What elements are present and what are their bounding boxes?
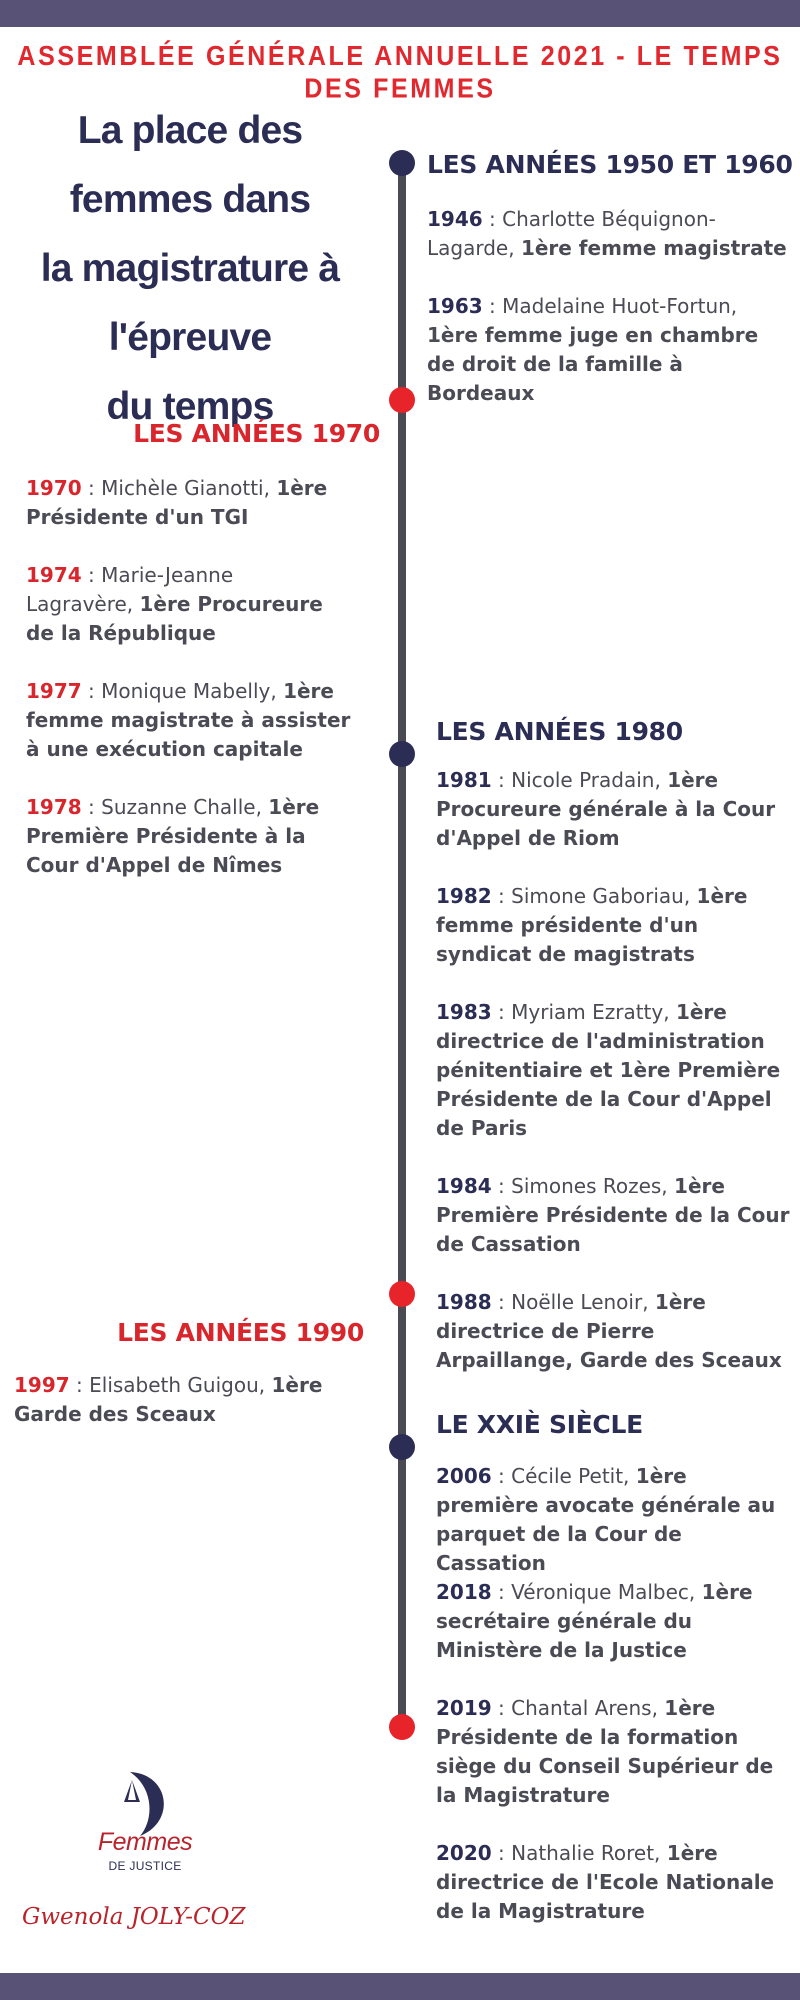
title-line: La place des femmes dans bbox=[69, 109, 311, 221]
entry-year: 1984 bbox=[436, 1174, 492, 1198]
timeline-dot-21st bbox=[389, 1434, 415, 1460]
entry-year: 1978 bbox=[26, 795, 82, 819]
timeline-dot-1980 bbox=[389, 741, 415, 767]
entry-year: 1982 bbox=[436, 884, 492, 908]
decade-heading-1970: LES ANNÉES 1970 bbox=[133, 419, 380, 448]
entry-year: 2018 bbox=[436, 1580, 492, 1604]
entry-year: 2006 bbox=[436, 1464, 492, 1488]
entry-name: : Marie-Jeanne Lagravère, bbox=[26, 563, 234, 616]
entry-year: 1974 bbox=[26, 563, 82, 587]
timeline-entry bbox=[436, 1839, 796, 1926]
entry-name: : Suzanne Challe, bbox=[81, 795, 269, 819]
timeline-entry bbox=[436, 1578, 796, 1665]
title-line: la magistrature à l'épreuve bbox=[40, 247, 340, 359]
page-title bbox=[5, 96, 375, 441]
entry-name: : Myriam Ezratty, bbox=[491, 1000, 676, 1024]
entry-year: 1988 bbox=[436, 1290, 492, 1314]
timeline-entry bbox=[436, 1172, 796, 1259]
entry-role: 1ère femme magistrate à assister à une exécution capitale bbox=[26, 679, 351, 761]
timeline-entry bbox=[436, 1694, 796, 1810]
top-band bbox=[0, 0, 800, 27]
timeline-dot-1970 bbox=[389, 387, 415, 413]
logo-crescent-icon bbox=[130, 1772, 164, 1836]
entry-role: 1ère Procureure générale à la Cour d'Appel de Riom bbox=[436, 768, 776, 850]
decade-heading-1980: LES ANNÉES 1980 bbox=[436, 717, 683, 746]
entry-role: 1ère directrice de l'administration pénitentiaire et 1ère Première Présidente de la Cour d'Appel de Paris bbox=[436, 1000, 781, 1140]
timeline-entry bbox=[26, 561, 346, 648]
entry-name: : Chantal Arens, bbox=[491, 1696, 665, 1720]
entry-name: : Madelaine Huot-Fortun, bbox=[482, 294, 738, 318]
timeline-entry bbox=[427, 205, 787, 263]
entry-name: : Noëlle Lenoir, bbox=[491, 1290, 655, 1314]
entry-name: : Charlotte Béquignon-Lagarde, bbox=[427, 207, 716, 260]
timeline-entry bbox=[436, 882, 796, 969]
entry-role: 1ère femme présidente d'un syndicat de magistrats bbox=[436, 884, 748, 966]
entry-year: 1997 bbox=[14, 1373, 70, 1397]
entry-year: 1946 bbox=[427, 207, 483, 231]
timeline-dot-1990 bbox=[389, 1281, 415, 1307]
timeline-entry bbox=[26, 677, 356, 764]
timeline-dot-2019 bbox=[389, 1714, 415, 1740]
bottom-band bbox=[0, 1973, 800, 2000]
entry-role: 1ère secrétaire générale du Ministère de la Justice bbox=[436, 1580, 753, 1662]
event-banner: ASSEMBLÉE GÉNÉRALE ANNUELLE 2021 - LE TEMPS DES FEMMES bbox=[17, 40, 783, 105]
timeline-dot-1950 bbox=[389, 150, 415, 176]
entry-name: : Nicole Pradain, bbox=[491, 768, 668, 792]
author-signature: Gwenola JOLY-COZ bbox=[22, 1904, 246, 1930]
timeline-entry bbox=[436, 998, 796, 1143]
entry-year: 1977 bbox=[26, 679, 82, 703]
entry-name: : Simone Gaboriau, bbox=[491, 884, 697, 908]
entry-year: 1981 bbox=[436, 768, 492, 792]
timeline-entry bbox=[26, 474, 346, 532]
decade-heading-1950: LES ANNÉES 1950 ET 1960 bbox=[427, 150, 793, 179]
entry-name: : Nathalie Roret, bbox=[491, 1841, 667, 1865]
timeline-entry bbox=[436, 1288, 796, 1375]
title-line: du temps bbox=[106, 385, 274, 428]
entry-year: 1970 bbox=[26, 476, 82, 500]
logo-subtitle: DE JUSTICE bbox=[108, 1859, 182, 1873]
timeline-entry bbox=[14, 1371, 374, 1429]
entry-name: : Elisabeth Guigou, bbox=[69, 1373, 272, 1397]
logo-word: Femmes bbox=[97, 1828, 193, 1856]
timeline-entry bbox=[436, 766, 796, 853]
entry-role: 1ère directrice de Pierre Arpaillange, Garde des Sceaux bbox=[436, 1290, 782, 1372]
entry-name: : Cécile Petit, bbox=[491, 1464, 636, 1488]
entry-role: 1ère directrice de l'Ecole Nationale de la Magistrature bbox=[436, 1841, 775, 1923]
entry-name: : Véronique Malbec, bbox=[491, 1580, 702, 1604]
entry-role: 1ère Garde des Sceaux bbox=[14, 1373, 323, 1426]
entry-name: : Michèle Gianotti, bbox=[81, 476, 277, 500]
decade-heading-21st: LE XXIÈ SIÈCLE bbox=[436, 1410, 643, 1439]
entry-role: 1ère femme magistrate bbox=[520, 236, 787, 260]
entry-name: : Monique Mabelly, bbox=[81, 679, 284, 703]
entry-role: 1ère première avocate générale au parquet de la Cour de Cassation bbox=[436, 1464, 776, 1575]
decade-heading-1990: LES ANNÉES 1990 bbox=[117, 1318, 364, 1347]
entry-year: 1983 bbox=[436, 1000, 492, 1024]
entry-role: 1ère Première Présidente à la Cour d'Appel de Nîmes bbox=[26, 795, 320, 877]
entry-role: 1ère femme juge en chambre de droit de la famille à Bordeaux bbox=[427, 323, 759, 405]
entry-role: 1ère Première Présidente de la Cour de Cassation bbox=[436, 1174, 790, 1256]
entry-year: 2019 bbox=[436, 1696, 492, 1720]
entry-role: 1ère Procureure de la République bbox=[26, 592, 323, 645]
entry-year: 2020 bbox=[436, 1841, 492, 1865]
entry-role: 1ère Présidente d'un TGI bbox=[26, 476, 328, 529]
timeline-entry bbox=[427, 292, 787, 408]
entry-name: : Simones Rozes, bbox=[491, 1174, 675, 1198]
entry-role: 1ère Présidente de la formation siège du Conseil Supérieur de la Magistrature bbox=[436, 1696, 774, 1807]
timeline-entry bbox=[26, 793, 356, 880]
timeline-entry bbox=[436, 1462, 796, 1578]
entry-year: 1963 bbox=[427, 294, 483, 318]
